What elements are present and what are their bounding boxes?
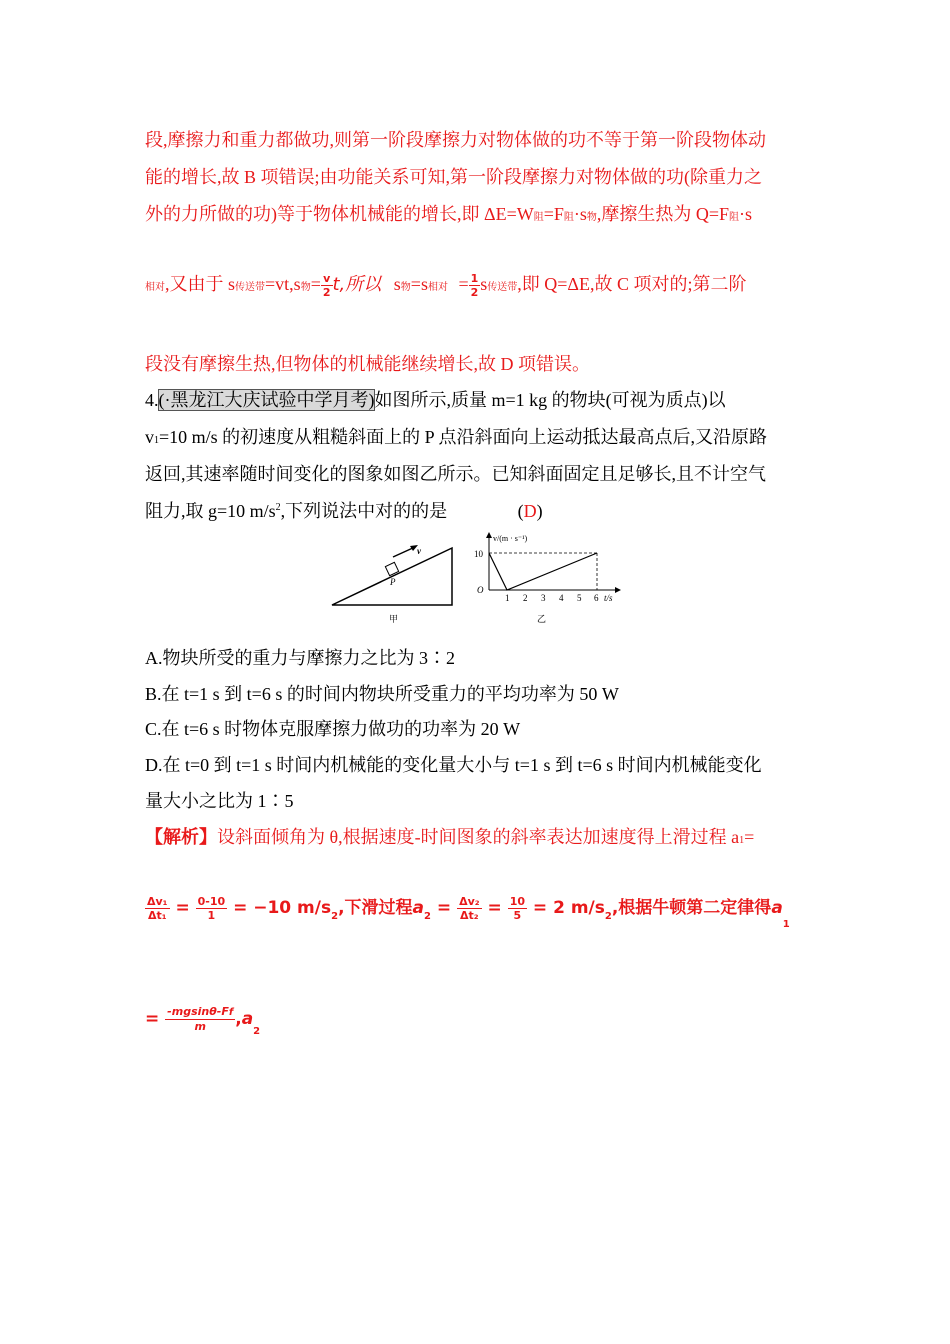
fraction-newton: $\frac{-mgsin\theta-Ff}{m}$ — [167, 1005, 234, 1033]
x-tick-3: 3 — [541, 593, 546, 603]
x-axis-label: t/s — [604, 593, 613, 603]
solution-line-2: 能的增长,故 B 项错误;由功能关系可知,第一阶段摩擦力对物体做的功(除重力之 — [145, 167, 762, 187]
fraction-v-over-2: $\frac{v}{2}$ — [322, 272, 331, 300]
x-tick-1: 1 — [505, 593, 510, 603]
analysis-line-3: = $\frac{-mgsin\theta-Ff}{m}$ $,a_2$ — [145, 1005, 261, 1037]
analysis-line-2: $\frac{\text{Δv₁}}{\text{Δt₁}}$ = $\frac{0-10}{1}$ = −10 $m/s_2$,下滑过程$a_2$ = $\frac{\text{Δv₂}}{\text{Δt₂}}$ = $\frac{10}{5}$ = 2 $m/s_2$,根据牛顿第二定律得$a_1$ — [147, 894, 790, 930]
fraction-dv1-dt1: $\frac{\text{Δv₁}}{\text{Δt₁}}$ — [147, 894, 168, 922]
option-d-line-2: 量大小之比为 1∶5 — [145, 791, 294, 811]
option-a: A.物块所受的重力与摩擦力之比为 3∶2 — [145, 648, 455, 668]
solution-line-4: 相对,又由于 s传送带=vt,s物= $\frac{v}{2}$ t,所以 s物=s相对 = $\frac{1}{2}$ s传送带,即 Q=ΔE,故 C 项对的;第二阶 — [145, 272, 747, 300]
answer: (D) — [517, 501, 543, 521]
x-tick-6: 6 — [594, 593, 599, 603]
x-tick-4: 4 — [559, 593, 564, 603]
fraction-0-10-over-1: $\frac{0-10}{1}$ — [197, 894, 226, 922]
solution-line-1: 段,摩擦力和重力都做功,则第一阶段摩擦力对物体做的功不等于第一阶段物体动 — [145, 130, 766, 150]
jia-label: 甲 — [389, 615, 399, 625]
question-line-2: v1=10 m/s 的初速度从粗糙斜面上的 P 点沿斜面向上运动抵达最高点后,又沿原路 — [145, 427, 767, 447]
y-axis-label: v/(m · s⁻¹) — [493, 534, 528, 543]
fraction-10-over-5: $\frac{10}{5}$ — [509, 894, 525, 922]
question-line-1: 4.(·黑龙江大庆试验中学月考)如图所示,质量 m=1 kg 的物块(可视为质点)以 — [145, 390, 726, 410]
vt-curve — [489, 553, 597, 590]
analysis-line-1: 【解析】设斜面倾角为 θ,根据速度-时间图象的斜率表达加速度得上滑过程 a1= — [145, 827, 755, 847]
question-line-3: 返回,其速率随时间变化的图象如图乙所示。已知斜面固定且足够长,且不计空气 — [145, 464, 766, 484]
fraction-1-over-2: $\frac{1}{2}$ — [470, 272, 479, 300]
option-c: C.在 t=6 s 时物体克服摩擦力做功的功率为 20 W — [145, 719, 521, 739]
x-tick-2: 2 — [523, 593, 528, 603]
v-label: v — [417, 546, 421, 556]
incline-diagram — [332, 545, 452, 625]
option-b: B.在 t=1 s 到 t=6 s 的时间内物块所受重力的平均功率为 50 W — [145, 684, 619, 704]
x-tick-5: 5 — [577, 593, 582, 603]
origin-label: O — [477, 585, 484, 595]
option-d-line-1: D.在 t=0 到 t=1 s 时间内机械能的变化量大小与 t=1 s 到 t=6 s 时间内机械能变化 — [145, 755, 762, 775]
p-label: P — [390, 577, 396, 587]
vt-graph — [474, 532, 621, 625]
analysis-tag: 【解析】 — [145, 827, 217, 847]
source-tag: (·黑龙江大庆试验中学月考) — [158, 390, 375, 410]
solution-line-5: 段没有摩擦生热,但物体的机械能继续增长,故 D 项错误。 — [145, 354, 590, 374]
solution-line-3: 外的力所做的功)等于物体机械能的增长,即 ΔE=W阻=F阻·s物,摩擦生热为 Q=F阻·s — [145, 204, 753, 224]
question-line-4: 阻力,取 g=10 $m/s^2$,下列说法中对的的是 (D) — [145, 501, 543, 521]
physics-figure — [327, 530, 627, 630]
fraction-dv2-dt2: $\frac{\text{Δv₂}}{\text{Δt₂}}$ — [459, 894, 480, 922]
y-tick-10: 10 — [474, 549, 483, 559]
yi-label: 乙 — [537, 615, 547, 625]
